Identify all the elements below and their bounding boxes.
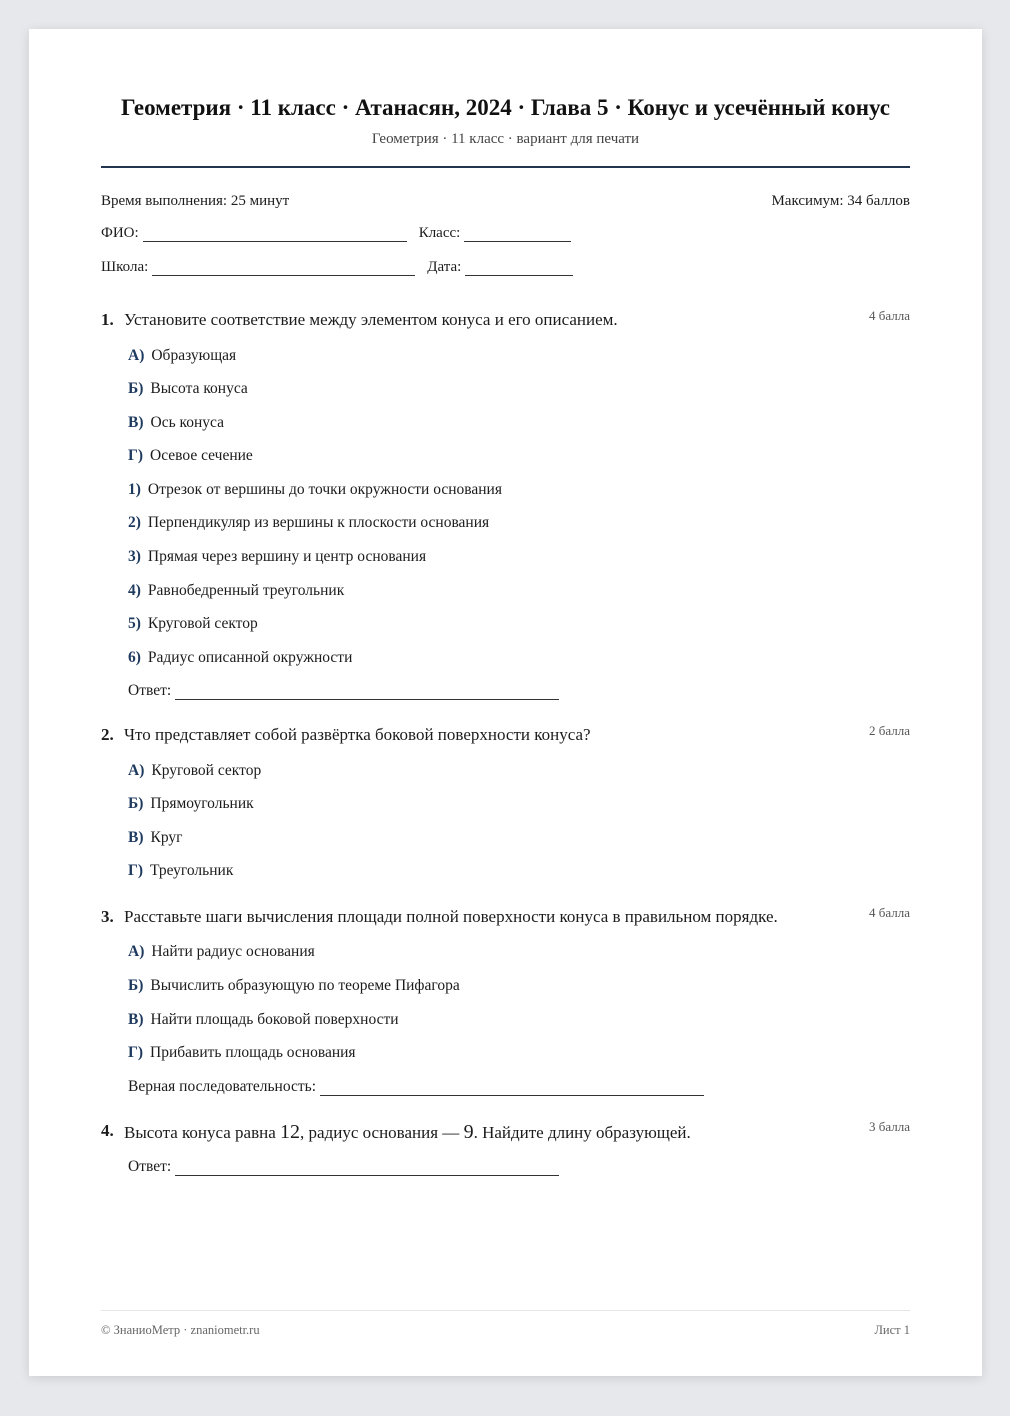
option-item bbox=[128, 347, 236, 365]
option-text: Круговой сектор bbox=[151, 762, 262, 779]
option-item bbox=[128, 1044, 356, 1062]
worksheet-page bbox=[29, 29, 982, 1376]
height-value: 12 bbox=[280, 1121, 301, 1143]
question-header bbox=[101, 907, 910, 927]
date-field[interactable] bbox=[465, 261, 573, 276]
footer-divider bbox=[101, 1310, 910, 1311]
option-text: Отрезок от вершины до точки окружности основания bbox=[147, 481, 502, 498]
option-label: 5) bbox=[128, 615, 141, 632]
footer-page-number: Лист 1 bbox=[874, 1323, 910, 1337]
question-text: Расставьте шаги вычисления площади полной поверхности конуса в правильном порядке. bbox=[124, 907, 778, 926]
fio-field[interactable] bbox=[143, 227, 407, 242]
option-text: Круговой сектор bbox=[147, 615, 258, 632]
fio-label: ФИО: bbox=[101, 225, 139, 241]
question-1 bbox=[101, 308, 910, 699]
option-label: 6) bbox=[128, 649, 141, 666]
option-label: Б) bbox=[128, 380, 144, 397]
option-text: Треугольник bbox=[150, 862, 234, 879]
question-text: Что представляет собой развёртка боковой поверхности конуса? bbox=[124, 725, 591, 744]
question-points: 3 балла bbox=[869, 1119, 910, 1134]
option-text: Найти площадь боковой поверхности bbox=[150, 1011, 399, 1028]
answer-row bbox=[128, 1158, 559, 1176]
option-item bbox=[128, 380, 248, 398]
option-item bbox=[128, 829, 183, 847]
option-text: Образующая bbox=[151, 347, 237, 364]
option-text: Прибавить площадь основания bbox=[150, 1044, 356, 1061]
student-info-row bbox=[101, 225, 583, 242]
option-label: Г) bbox=[128, 447, 144, 464]
option-text: Равнобедренный треугольник bbox=[147, 582, 345, 599]
question-3 bbox=[101, 905, 910, 1095]
answer-label: Верная последовательность: bbox=[128, 1078, 317, 1095]
question-header bbox=[101, 725, 910, 745]
option-text: Прямая через вершину и центр основания bbox=[147, 548, 427, 565]
option-label: Б) bbox=[128, 795, 144, 812]
option-item bbox=[128, 943, 315, 961]
option-text: Ось конуса bbox=[150, 414, 225, 431]
option-text: Радиус описанной окружности bbox=[147, 649, 353, 666]
answer-row bbox=[128, 682, 559, 700]
question-points: 2 балла bbox=[869, 723, 910, 738]
question-2 bbox=[101, 723, 910, 879]
question-number: 4. bbox=[101, 1121, 114, 1140]
option-text: Прямоугольник bbox=[150, 795, 254, 812]
option-label: А) bbox=[128, 347, 145, 364]
question-text: Установите соответствие между элементом конуса и его описанием. bbox=[124, 310, 618, 329]
question-number: 2. bbox=[101, 725, 114, 744]
option-label: 3) bbox=[128, 548, 141, 565]
date-label: Дата: bbox=[427, 259, 462, 275]
question-header bbox=[101, 310, 910, 330]
school-label: Школа: bbox=[101, 259, 149, 275]
option-item bbox=[128, 762, 261, 780]
option-label: Г) bbox=[128, 862, 144, 879]
option-item bbox=[128, 414, 224, 432]
option-label: Г) bbox=[128, 1044, 144, 1061]
question-4 bbox=[101, 1119, 910, 1175]
answer-row bbox=[128, 1078, 704, 1096]
match-item bbox=[128, 548, 426, 566]
question-number: 1. bbox=[101, 310, 114, 329]
option-label: В) bbox=[128, 829, 144, 846]
max-score: Максимум: 34 баллов bbox=[771, 193, 910, 209]
match-item bbox=[128, 514, 489, 532]
school-field[interactable] bbox=[152, 261, 415, 276]
time-limit: Время выполнения: 25 минут bbox=[101, 193, 290, 209]
question-header bbox=[101, 1121, 910, 1144]
question-number: 3. bbox=[101, 907, 114, 926]
school-info-row bbox=[101, 259, 585, 276]
option-text: Вычислить образующую по теореме Пифагора bbox=[150, 977, 460, 994]
option-item bbox=[128, 1011, 399, 1029]
option-item bbox=[128, 795, 254, 813]
option-item bbox=[128, 977, 460, 995]
match-item bbox=[128, 615, 258, 633]
option-text: Найти радиус основания bbox=[151, 943, 315, 960]
option-text: Осевое сечение bbox=[150, 447, 253, 464]
match-item bbox=[128, 582, 344, 600]
option-label: 4) bbox=[128, 582, 141, 599]
footer-copyright: © ЗнаниоМетр · znaniometr.ru bbox=[101, 1323, 260, 1337]
radius-value: 9 bbox=[463, 1121, 474, 1143]
option-label: Б) bbox=[128, 977, 144, 994]
class-field[interactable] bbox=[464, 227, 571, 242]
page-subtitle: Геометрия · 11 класс · вариант для печати bbox=[371, 131, 640, 147]
header-divider bbox=[101, 166, 910, 168]
match-item bbox=[128, 481, 502, 499]
answer-field[interactable] bbox=[175, 685, 559, 700]
option-label: В) bbox=[128, 414, 144, 431]
option-text: Перпендикуляр из вершины к плоскости основания bbox=[147, 514, 490, 531]
option-label: А) bbox=[128, 943, 145, 960]
class-label: Класс: bbox=[418, 225, 461, 241]
answer-field[interactable] bbox=[175, 1161, 559, 1176]
option-text: Круг bbox=[150, 829, 183, 846]
answer-label: Ответ: bbox=[128, 1158, 172, 1175]
option-label: 1) bbox=[128, 481, 141, 498]
option-label: 2) bbox=[128, 514, 141, 531]
answer-field[interactable] bbox=[320, 1081, 704, 1096]
option-text: Высота конуса bbox=[150, 380, 248, 397]
option-label: А) bbox=[128, 762, 145, 779]
match-item bbox=[128, 649, 352, 667]
question-text: Высота конуса равна 12, радиус основания — 9. Найдите длину образующей. bbox=[124, 1121, 691, 1143]
option-label: В) bbox=[128, 1011, 144, 1028]
option-item bbox=[128, 447, 253, 465]
question-points: 4 балла bbox=[869, 905, 910, 920]
option-item bbox=[128, 862, 233, 880]
question-points: 4 балла bbox=[869, 308, 910, 323]
answer-label: Ответ: bbox=[128, 682, 172, 699]
page-title: Геометрия · 11 класс · Атанасян, 2024 · Глава 5 · Конус и усечённый конус bbox=[121, 95, 890, 120]
